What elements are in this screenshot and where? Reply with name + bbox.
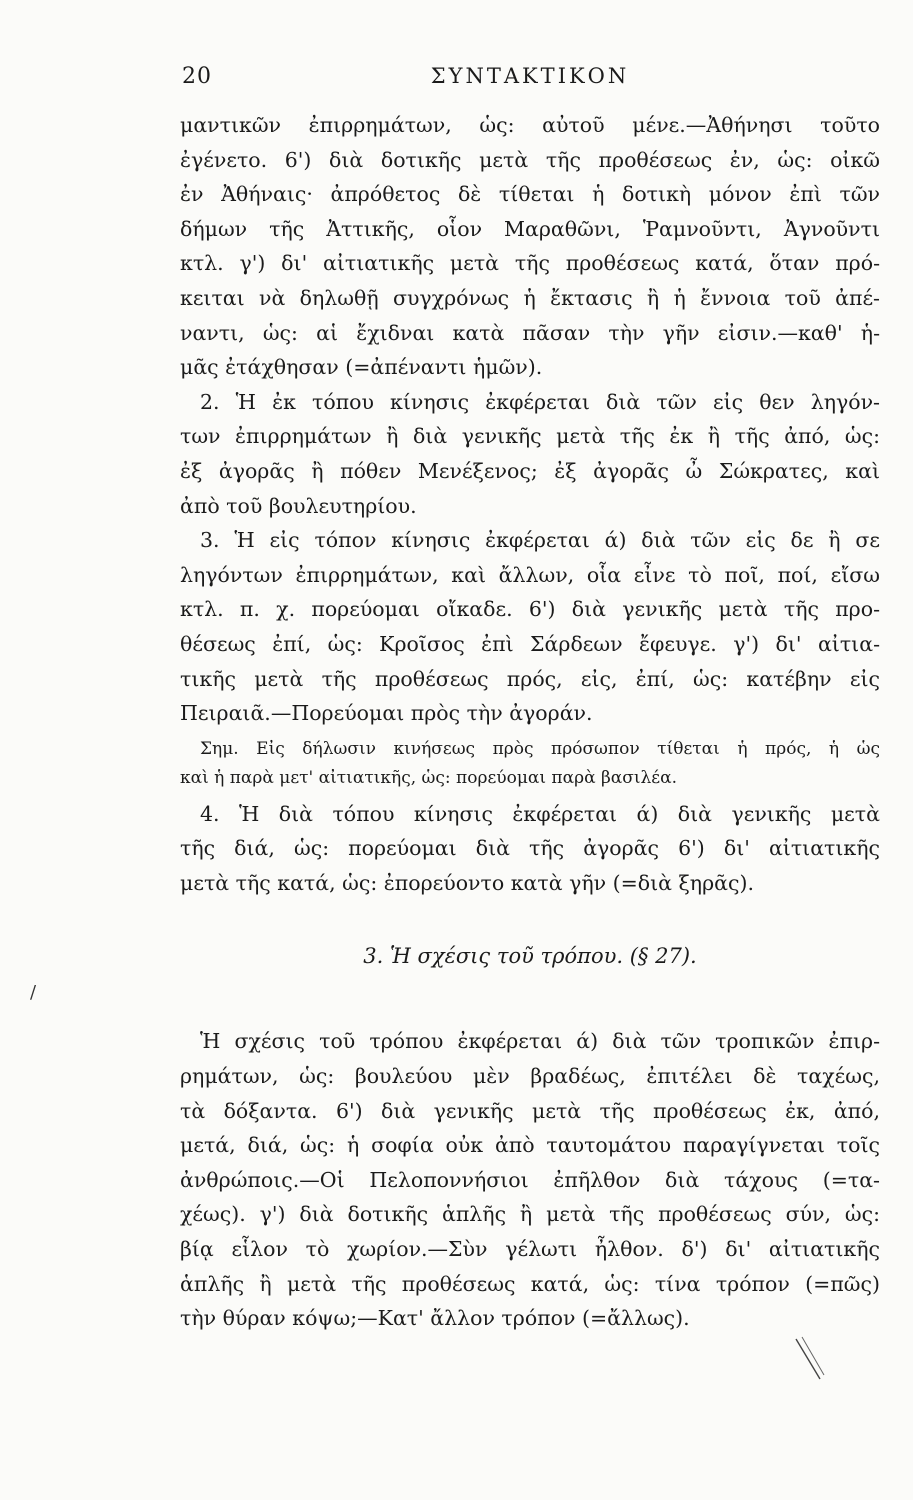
text-line: ἐν Ἀθήναις· ἀπρόθετος δὲ τίθεται ἡ δοτικὴ μόνον ἐπὶ τῶν (180, 182, 880, 207)
text-line: κτλ. π. χ. πορεύομαι οἴκαδε. 6') διὰ γενικῆς μετὰ τῆς προ- (180, 597, 880, 622)
text-line: μᾶς ἐτάχθησαν (=ἀπέναντι ἡμῶν). (180, 355, 543, 380)
text-line: ρημάτων, ὡς: βουλεύου μὲν βραδέως, ἐπιτέλει δὲ ταχέως, (180, 1064, 880, 1089)
paragraph-start-line: 3. Ἡ εἰς τόπον κίνησις ἐκφέρεται ά) διὰ τῶν εἰς δε ἢ σε (200, 528, 880, 553)
paragraph-start-line: 4. Ἡ διὰ τόπου κίνησις ἐκφέρεται ά) διὰ γενικῆς μετὰ (200, 801, 880, 826)
text-line: Πειραιᾶ.—Πορεύομαι πρὸς τὴν ἀγοράν. (180, 701, 593, 726)
text-line: μαντικῶν ἐπιρρημάτων, ὡς: αὐτοῦ μένε.—Ἀθήνησι τοῦτο (180, 113, 880, 137)
text-line: τικῆς μετὰ τῆς προθέσεως πρός, εἰς, ἐπί, ὡς: κατέβην εἰς (180, 666, 880, 691)
text-line: ἀνθρώποις.—Οἱ Πελοποννήσιοι ἐπῆλθον διὰ τάχους (=τα- (180, 1167, 880, 1192)
running-head: ΣΥΝΤΑΚΤΙΚΟΝ (430, 64, 630, 88)
text-line: τὴν θύραν κόψω;—Κατ' ἄλλον τρόπον (=ἄλλως). (180, 1306, 690, 1331)
text-line: τῆς διά, ὡς: πορεύομαι διὰ τῆς ἀγορᾶς 6') δι' αἰτιατικῆς (180, 836, 880, 861)
paragraph-start-line: 2. Ἡ ἐκ τόπου κίνησις ἐκφέρεται διὰ τῶν εἰς θεν ληγόν- (200, 389, 880, 414)
text-line: ἁπλῆς ἢ μετὰ τῆς προθέσεως κατά, ὡς: τίνα τρόπον (=πῶς) (180, 1271, 880, 1296)
note-line: καὶ ἡ παρὰ μετ' αἰτιατικῆς, ὡς: πορεύομαι παρὰ βασιλέα. (180, 767, 678, 788)
text-line: των ἐπιρρημάτων ἢ διὰ γενικῆς μετὰ τῆς ἐκ ἢ τῆς ἀπό, ὡς: (180, 424, 880, 449)
page-header (180, 58, 880, 98)
text-line: κειται νὰ δηλωθῇ συγχρόνως ἡ ἔκτασις ἢ ἡ ἔννοια τοῦ ἀπέ- (180, 285, 880, 310)
text-line: βίᾳ εἷλον τὸ χωρίον.—Σὺν γέλωτι ἦλθον. δ') δι' αἰτιατικῆς (180, 1237, 880, 1262)
text-line: ναντι, ὡς: αἱ ἔχιδναι κατὰ πᾶσαν τὴν γῆν εἰσιν.—καθ' ἡ- (180, 320, 880, 345)
paragraph-start-line: Ἡ σχέσις τοῦ τρόπου ἐκφέρεται ά) διὰ τῶν τροπικῶν ἐπιρ- (200, 1029, 880, 1054)
text-line: τὰ δόξαντα. 6') διὰ γενικῆς μετὰ τῆς προθέσεως ἐκ, ἀπό, (180, 1098, 880, 1123)
margin-pencil-mark: / (30, 982, 37, 1003)
text-line: κτλ. γ') δι' αἰτιατικῆς μετὰ τῆς προθέσεως κατά, ὅταν πρό- (180, 251, 880, 276)
pencil-annotation-mark (790, 1335, 830, 1385)
text-line: μετὰ τῆς κατά, ὡς: ἐπορεύοντο κατὰ γῆν (=διὰ ξηρᾶς). (180, 870, 754, 895)
text-line: ἀπὸ τοῦ βουλευτηρίου. (180, 493, 417, 518)
text-line: ληγόντων ἐπιρρημάτων, καὶ ἄλλων, οἷα εἶνε τὸ ποῖ, ποί, εἴσω (180, 562, 880, 587)
text-line: μετά, διά, ὡς: ἡ σοφία οὐκ ἀπὸ ταυτομάτου παραγίγνεται τοῖς (180, 1133, 880, 1158)
page-number: 20 (182, 64, 212, 89)
text-line: θέσεως ἐπί, ὡς: Κροῖσος ἐπὶ Σάρδεων ἔφευγε. γ') δι' αἰτια- (180, 631, 880, 656)
body-text (180, 108, 880, 1336)
text-line: ἐγένετο. 6') διὰ δοτικῆς μετὰ τῆς προθέσεως ἐν, ὡς: οἰκῶ (180, 147, 880, 172)
text-line: ἐξ ἀγορᾶς ἢ πόθεν Μενέξενος; ἐξ ἀγορᾶς ὦ Σώκρατες, καὶ (180, 458, 880, 483)
text-line: χέως). γ') διὰ δοτικῆς ἁπλῆς ἢ μετὰ τῆς προθέσεως σύν, ὡς: (180, 1202, 880, 1227)
note-line: Σημ. Εἰς δήλωσιν κινήσεως πρὸς πρόσωπον τίθεται ἡ πρός, ἡ ὡς (200, 738, 880, 759)
text-line: δήμων τῆς Ἀττικῆς, οἷον Μαραθῶνι, Ῥαμνοῦντι, Ἀγνοῦντι (180, 216, 880, 241)
section-heading: 3. Ἡ σχέσις τοῦ τρόπου. (§ 27). (363, 944, 697, 969)
